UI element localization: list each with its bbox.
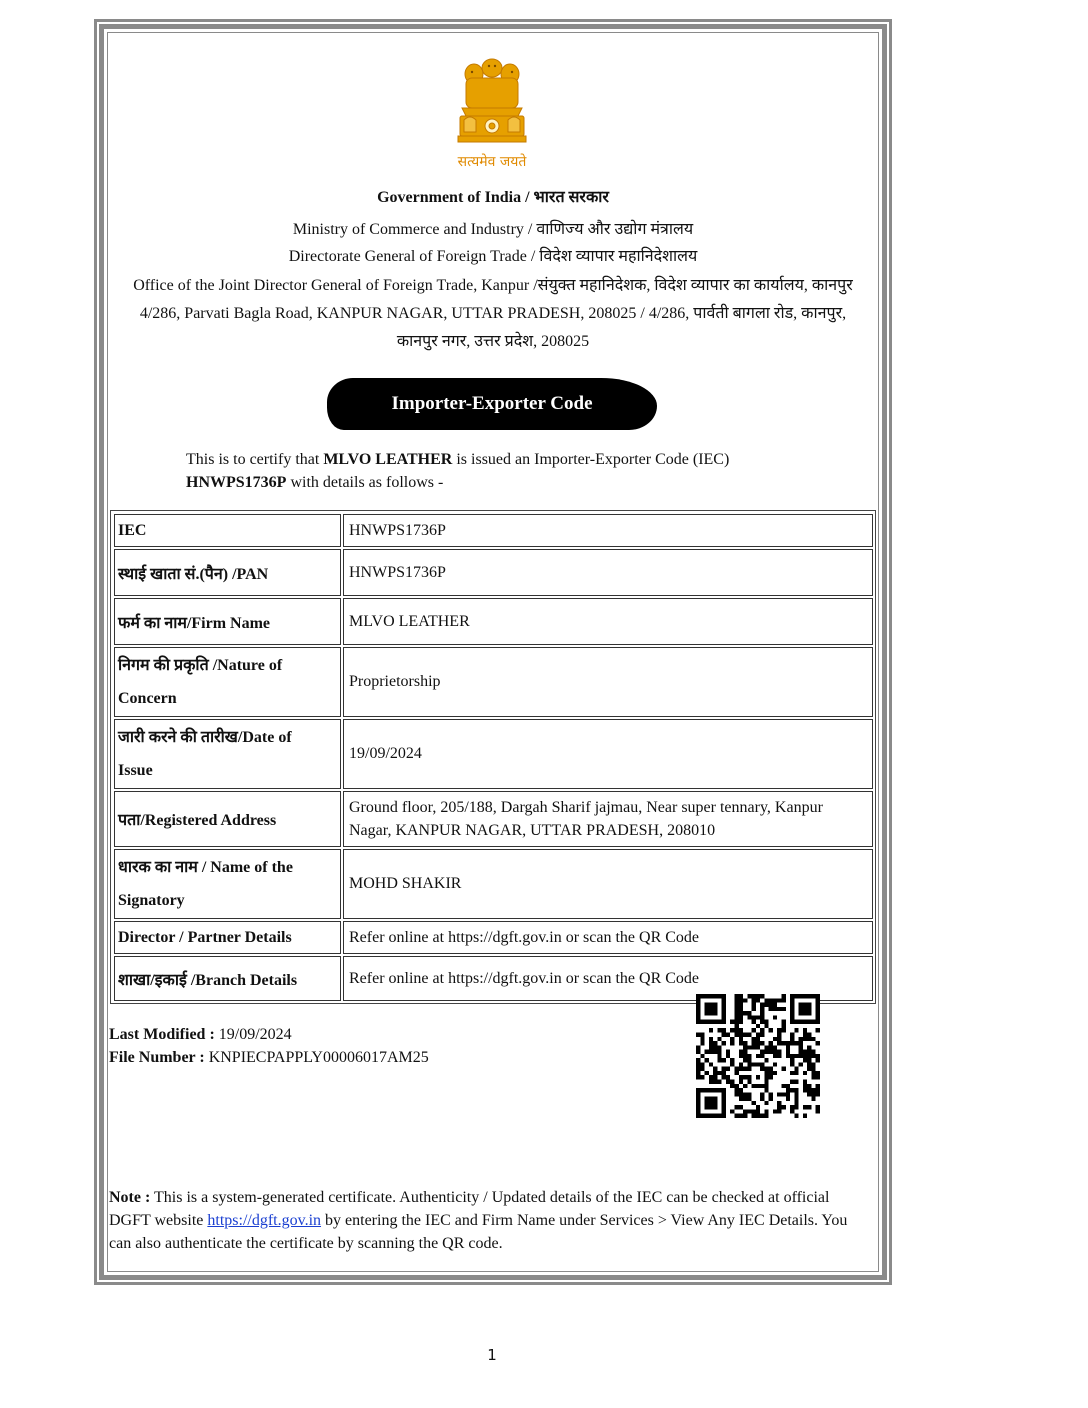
page-number: 1 bbox=[487, 1346, 497, 1364]
firm-name-value-cell: MLVO LEATHER bbox=[343, 598, 873, 645]
office-address-block bbox=[108, 272, 878, 356]
iec-label-cell: IEC bbox=[114, 514, 341, 547]
certified-firm-name: MLVO LEATHER bbox=[323, 451, 453, 468]
director-label-cell: Director / Partner Details bbox=[114, 921, 341, 954]
signatory-label-cell: धारक का नाम / Name of the Signatory bbox=[114, 849, 341, 919]
office-address-line: 4/286, Parvati Bagla Road, KANPUR NAGAR, UTTAR PRADESH, 208025 / 4/286, पार्वती बागला रोड, कानपुर, bbox=[139, 305, 847, 322]
date-value-cell: 19/09/2024 bbox=[343, 719, 873, 789]
firm-name-label-cell: फर्म का नाम/Firm Name bbox=[114, 598, 341, 645]
address-value-cell: Ground floor, 205/188, Dargah Sharif jajmau, Near super tennary, Kanpur Nagar, KANPUR NAGAR, UTTAR PRADESH, 208010 bbox=[343, 791, 873, 847]
certificate-title: Importer-Exporter Code bbox=[391, 393, 593, 414]
pan-label-cell: स्थाई खाता सं.(पैन) /PAN bbox=[114, 549, 341, 596]
director-value-cell: Refer online at https://dgft.gov.in or scan the QR Code bbox=[343, 921, 873, 954]
office-address-line-2: कानपुर नगर, उत्तर प्रदेश, 208025 bbox=[396, 333, 590, 350]
last-modified: Last Modified : 19/09/2024 bbox=[109, 1026, 292, 1043]
government-heading: Government of India / भारत सरकार bbox=[377, 189, 609, 206]
certificate-title-banner bbox=[327, 378, 657, 430]
national-emblem-icon bbox=[452, 56, 532, 150]
iec-value-cell: HNWPS1736P bbox=[343, 514, 873, 547]
branch-value-cell: Refer online at https://dgft.gov.in or scan the QR Code bbox=[343, 956, 873, 1001]
date-label-cell: जारी करने की तारीख/Date of Issue bbox=[114, 719, 341, 789]
dgft-website-link[interactable]: https://dgft.gov.in bbox=[207, 1212, 322, 1229]
file-number: File Number : KNPIECPAPPLY00006017AM25 bbox=[109, 1049, 429, 1066]
branch-label-cell: शाखा/इकाई /Branch Details bbox=[114, 956, 341, 1001]
pan-value-cell: HNWPS1736P bbox=[343, 549, 873, 596]
directorate-line: Directorate General of Foreign Trade / विदेश व्यापार महानिदेशालय bbox=[288, 248, 698, 265]
certification-statement: This is to certify that MLVO LEATHER is issued an Importer-Exporter Code (IEC) HNWPS1736P with details as follows - bbox=[186, 451, 730, 491]
address-label-cell: पता/Registered Address bbox=[114, 791, 341, 847]
emblem-motto: सत्यमेव जयते bbox=[457, 154, 527, 170]
office-line: Office of the Joint Director General of Foreign Trade, Kanpur /संयुक्त महानिदेशक, विदेश व्यापार का कार्यालय, कानपुर bbox=[133, 277, 853, 294]
signatory-value-cell: MOHD SHAKIR bbox=[343, 849, 873, 919]
nature-label-cell: निगम की प्रकृति /Nature of Concern bbox=[114, 647, 341, 717]
verification-qr-code[interactable] bbox=[696, 994, 820, 1118]
certificate-note: Note : This is a system-generated certificate. Authenticity / Updated details of the IEC can be checked at official DGFT website https://dgft.gov.in by entering the IEC and Firm Name under Services > View Any IEC Details. You can also authenticate the certificate by scanning the QR code. bbox=[109, 1189, 848, 1252]
ministry-line: Ministry of Commerce and Industry / वाणिज्य और उद्योग मंत्रालय bbox=[292, 221, 694, 238]
iec-details-table bbox=[110, 510, 876, 1004]
certified-iec-code: HNWPS1736P bbox=[186, 474, 287, 491]
nature-value-cell: Proprietorship bbox=[343, 647, 873, 717]
